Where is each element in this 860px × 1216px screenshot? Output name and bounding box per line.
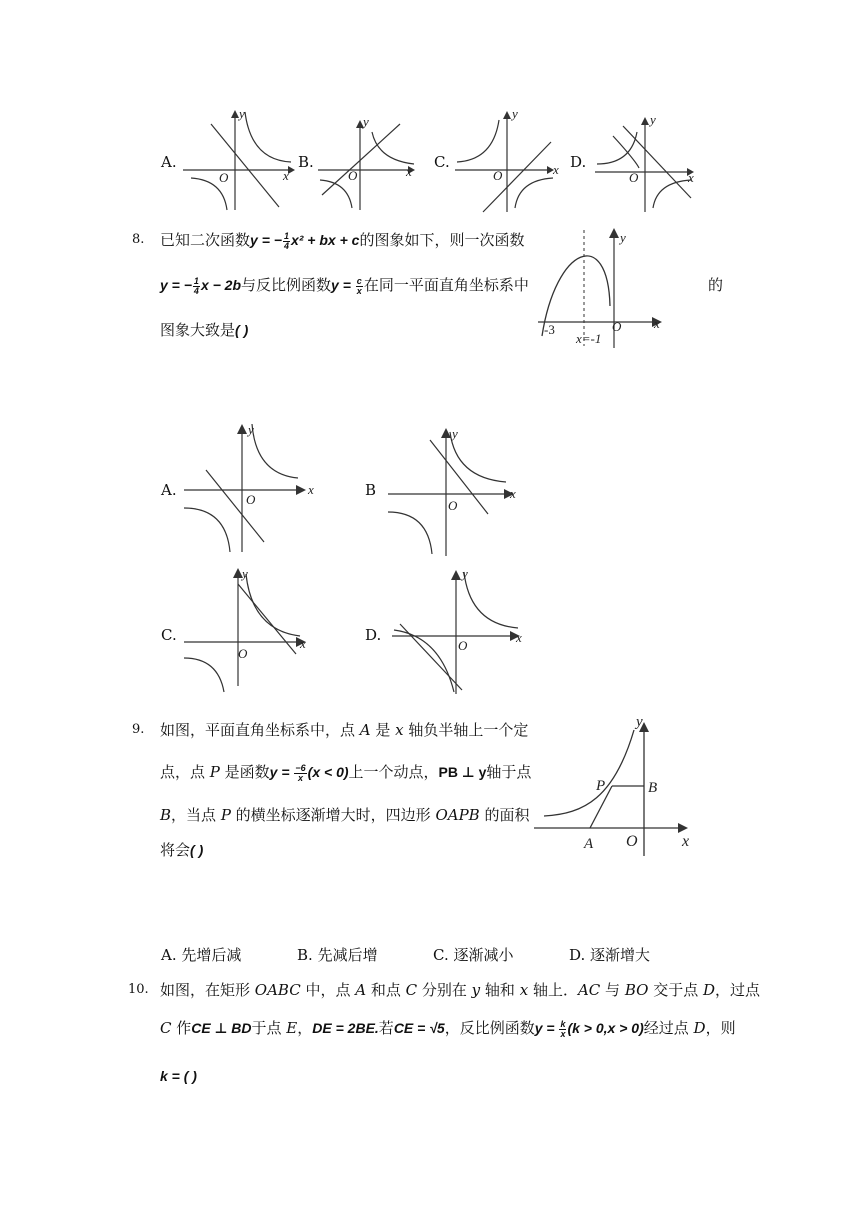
q9-line1-post: 轴负半轴上一个定 (403, 721, 529, 739)
svg-text:y: y (650, 112, 656, 127)
q8-line-2 (160, 275, 529, 296)
q8-parabola-graph (538, 226, 668, 351)
svg-text:O: O (348, 168, 358, 183)
q8-line-3 (160, 320, 248, 340)
svg-text:O: O (458, 638, 468, 653)
q10-fraction: $\frac{k}{x}$ (560, 1018, 566, 1039)
q8-fraction-quarter: $\frac{1}{4}$ (283, 230, 289, 251)
q8-fraction-c-over-x: $\frac{c}{x}$ (356, 275, 362, 296)
q8-graph-d (390, 566, 530, 696)
svg-text:O: O (219, 170, 229, 185)
q9-number: 9. (132, 722, 145, 737)
q8-formula-linear-a: y = − (160, 277, 192, 293)
q8-line1-pre: 已知二次函数 (160, 231, 251, 249)
q9-answer-paren: ( ) (190, 842, 204, 858)
q9-point-p: P (209, 763, 220, 781)
q9-graph-a: A (584, 836, 594, 852)
q7-option-c-label: C. (434, 153, 450, 171)
q8-line2-tail: 的 (708, 276, 724, 294)
q8-line1-post: 的图象如下，则一次函数 (359, 231, 525, 249)
svg-text:O: O (238, 646, 248, 661)
q10-answer-prompt: k = ( ) (160, 1068, 197, 1084)
q9-line-3 (160, 805, 529, 825)
q8-option-b-label: B (365, 481, 377, 499)
svg-text:y: y (462, 566, 468, 581)
q9-line1-pre: 如图，平面直角坐标系中，点 (160, 721, 360, 739)
q9-graph-p: P (596, 778, 606, 794)
q9-line4-text: 将会 (160, 841, 191, 859)
svg-text:O: O (493, 168, 503, 183)
q9-line3-post: 的横坐标逐渐增大时，四边形 (230, 806, 436, 824)
q9-graph-origin: O (626, 833, 638, 850)
q8-line3-text: 图象大致是 (160, 321, 236, 339)
q9-point-b: B (160, 806, 172, 824)
q10-line-1: 如图，在矩形 OABC 中，点 A 和点 C 分别在 y 轴和 x 轴上．AC 与 BO 交于点 D，过点 (160, 981, 761, 999)
q9-line2-mid: 是函数 (219, 763, 270, 781)
q10-line-2: C 作CE ⊥ BD于点 E，DE = 2BE.若CE = √5，反比例函数y = $\frac{k}{x}$ (k > 0,x > 0)经过点 D，则 (160, 1018, 736, 1039)
q7-graph-b (318, 110, 428, 210)
q9-x-var: x (395, 721, 404, 739)
q8-option-a-label: A. (161, 481, 177, 499)
q9-choice-b: B. 先减后增 (297, 946, 378, 964)
svg-text:y: y (239, 106, 245, 121)
q7-option-a-label: A. (161, 153, 177, 171)
q8-graph-b (386, 426, 526, 556)
q9-line-2 (160, 762, 531, 783)
q9-perpendicular: PB ⊥ y (438, 764, 487, 780)
q8-graph-c (182, 566, 322, 696)
q8-line2-post: 在同一平面直角坐标系中 (363, 276, 529, 294)
q7-option-d-label: D. (570, 153, 587, 171)
q7-option-b-label: B. (298, 153, 314, 171)
svg-text:x: x (283, 168, 289, 183)
q8-answer-paren: ( ) (235, 322, 249, 338)
svg-text:x: x (688, 170, 694, 185)
svg-text:y: y (242, 566, 248, 581)
q8-formula-linear-b: x − 2b (200, 277, 242, 293)
q9-quadrilateral: OAPB (435, 806, 480, 824)
q9-line2-post: 上一个动点， (348, 763, 439, 781)
q9-line1-mid: 是 (370, 721, 396, 739)
svg-text:y: y (452, 426, 458, 441)
q9-line2-pre: 点，点 (160, 763, 210, 781)
q9-line-4 (160, 840, 203, 860)
svg-text:x: x (516, 630, 522, 645)
svg-text:y: y (512, 106, 518, 121)
q8-graph-x-label: x (654, 316, 660, 331)
q9-choice-d: D. 逐渐增大 (569, 946, 651, 964)
q8-graph-neg3: -3 (544, 322, 555, 337)
q9-formula: y = (269, 764, 294, 780)
svg-text:x: x (406, 164, 412, 179)
q10-number: 10. (128, 982, 149, 997)
q8-graph-a (182, 422, 322, 552)
q8-graph-origin: O (612, 319, 622, 334)
q7-graph-d (595, 112, 705, 212)
q8-line-1 (160, 230, 524, 251)
q9-point-p-2: P (220, 806, 231, 824)
q8-option-d-label: D. (365, 626, 382, 644)
q7-graph-c (455, 108, 565, 212)
q9-choice-a: A. 先增后减 (161, 946, 242, 964)
svg-text:x: x (300, 636, 306, 651)
q9-point-a: A (359, 721, 371, 739)
q9-graph-y: y (636, 714, 643, 730)
q9-choice-c: C. 逐渐减小 (433, 946, 514, 964)
svg-text:x: x (308, 482, 314, 497)
q9-graph-b: B (648, 780, 658, 796)
q9-line3-pre: ，当点 (171, 806, 221, 824)
q8-line2-mid: 与反比例函数 (241, 276, 332, 294)
q10-line-3 (160, 1066, 197, 1086)
q9-condition: (x < 0) (307, 764, 349, 780)
svg-text:O: O (246, 492, 256, 507)
q9-graph (534, 714, 694, 858)
q8-graph-y-label: y (620, 230, 626, 245)
q8-option-c-label: C. (161, 626, 177, 644)
q8-formula-quadratic-a: y = − (250, 232, 282, 248)
q8-fraction-quarter-2: $\frac{1}{4}$ (193, 275, 199, 296)
svg-text:x: x (510, 486, 516, 501)
svg-text:y: y (248, 422, 254, 437)
q9-fraction: $\frac{-6}{x}$ (295, 762, 306, 783)
svg-text:y: y (363, 114, 369, 129)
q9-line3-tail: 的面积 (479, 806, 530, 824)
q9-line-1 (160, 720, 528, 740)
q8-formula-inverse: y = (331, 277, 355, 293)
svg-text:O: O (629, 170, 639, 185)
q7-graph-a (183, 106, 293, 210)
svg-text:O: O (448, 498, 458, 513)
q8-graph-axis-sym: x=-1 (576, 331, 602, 346)
q8-formula-quadratic-b: x² + bx + c (290, 232, 360, 248)
q9-graph-x: x (682, 833, 690, 850)
q8-number: 8. (132, 232, 145, 247)
q9-line2-tail: 轴于点 (486, 763, 532, 781)
svg-text:x: x (553, 162, 559, 177)
